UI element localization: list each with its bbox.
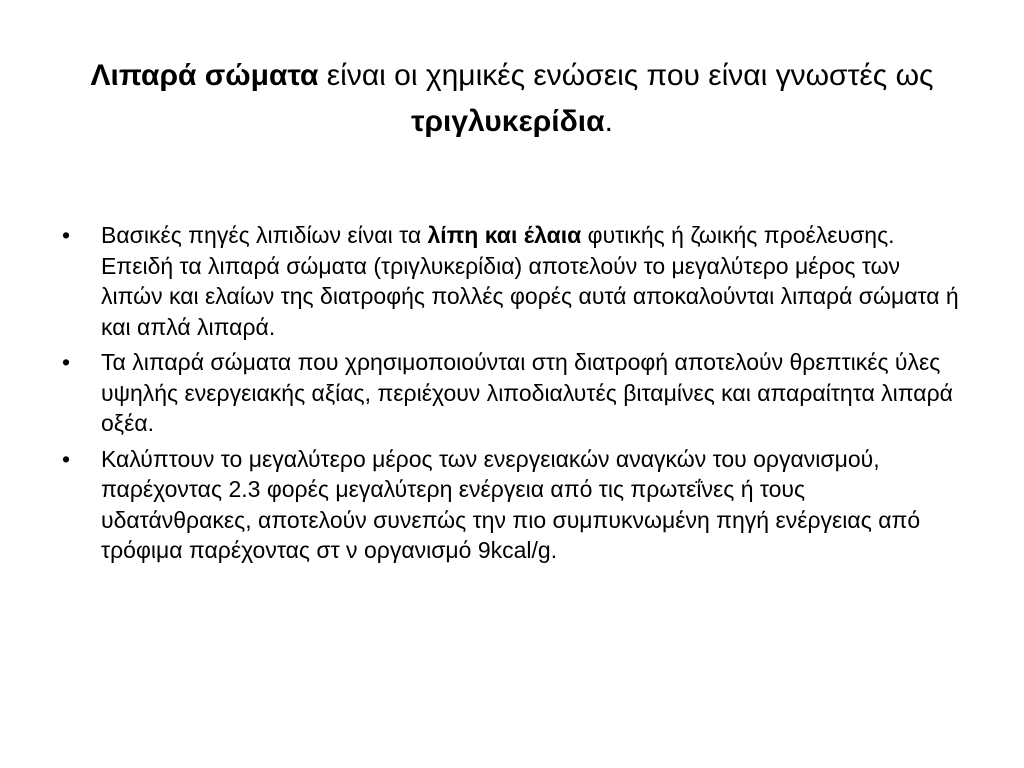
- title-text: είναι οι χημικές ενώσεις που είναι γνωστές ως: [318, 59, 934, 92]
- bullet-text: Τα λιπαρά σώματα που χρησιμοποιούνται στη διατροφή αποτελούν θρεπτικές ύλες υψηλής ενεργειακής αξίας, περιέχουν λιποδιαλυτές βιταμίνες και απαραίτητα λιπαρά οξέα.: [101, 349, 953, 436]
- title-bold-lipara-somata: Λιπαρά σώματα: [90, 59, 319, 92]
- bullet-text-end: φυτικής ή ζωικής προέλευσης. Επειδή τα λιπαρά σώματα (τριγλυκερίδια) αποτελούν το μεγαλύτερο μέρος των λιπών και ελαίων της διατροφής πολλές φορές αυτά αποκαλούνται λιπαρά σώματα ή και απλά λιπαρά.: [101, 222, 959, 340]
- bullet-marker-icon: •: [62, 349, 71, 375]
- bullet-marker-icon: •: [62, 222, 71, 248]
- title-period: .: [604, 105, 613, 138]
- bullet-text-bold: λίπη και έλαια: [427, 222, 582, 248]
- bullet-list: [62, 220, 962, 571]
- slide-title: [70, 53, 954, 145]
- bullet-text-start: Βασικές πηγές λιπιδίων είναι τα: [101, 222, 428, 248]
- bullet-item-energy: [62, 444, 962, 566]
- bullet-text: Καλύπτουν το μεγαλύτερο μέρος των ενεργειακών αναγκών του οργανισμού, παρέχοντας 2.3 φορές μεγαλύτερη ενέργεια από τις πρωτεΐνες ή τους υδατάνθρακες, αποτελούν συνεπώς την πιο συμπυκνωμένη πηγή ενέργειας από τρόφιμα παρέχοντας στ ν οργανισμό 9kcal/g.: [101, 445, 921, 563]
- bullet-marker-icon: •: [62, 445, 71, 472]
- title-bold-triglykeridia: τριγλυκερίδια: [411, 105, 605, 138]
- bullet-item-nutrition: [62, 347, 962, 439]
- bullet-item-lipid-sources: [62, 220, 962, 342]
